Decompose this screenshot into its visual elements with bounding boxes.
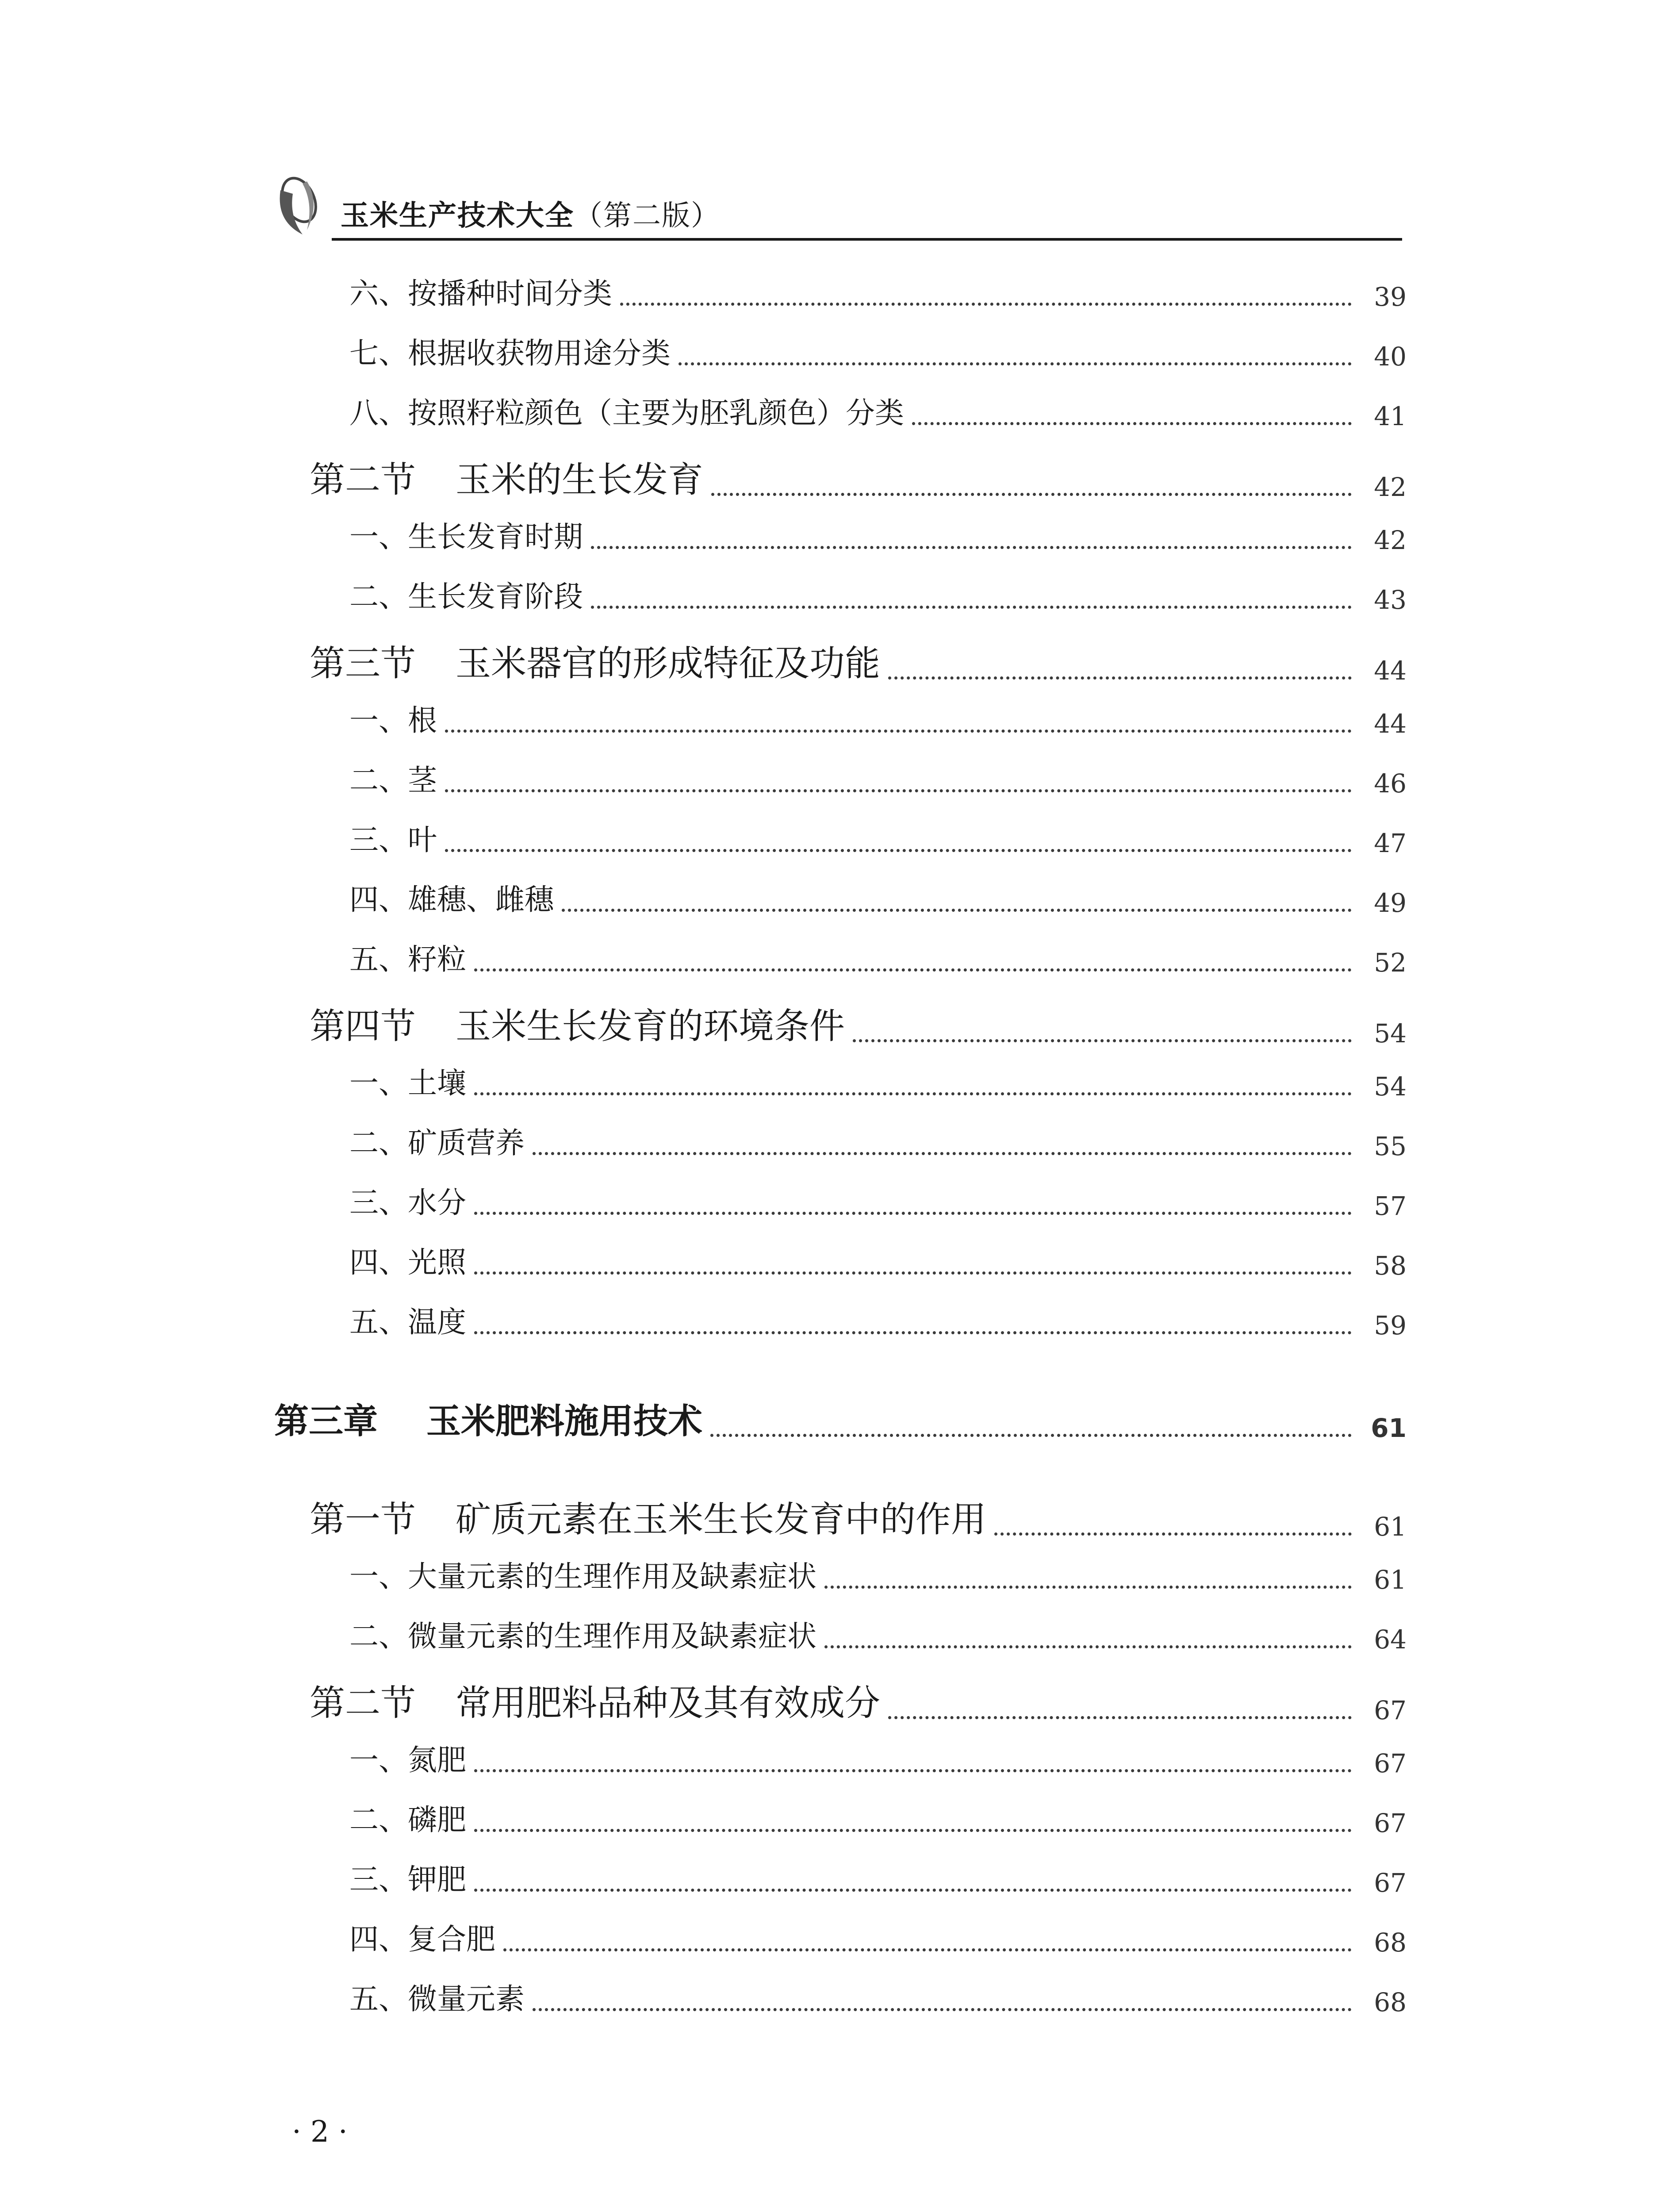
toc-leader-dots [994, 1532, 1352, 1536]
toc-entry-title: 六、按播种时间分类 [349, 276, 612, 311]
toc-entry-label [349, 876, 554, 918]
toc-entry-page: 44 [1374, 656, 1407, 686]
toc-entry-number: 第二节 [310, 1682, 416, 1724]
toc-entry-title: 一、土壤 [349, 1066, 466, 1100]
toc-entry-item[interactable] [349, 1119, 1407, 1161]
toc-entry-label [310, 635, 880, 686]
toc-leader-dots [620, 303, 1352, 306]
toc-entry-label [349, 1239, 466, 1281]
toc-entry-item[interactable] [349, 270, 1407, 312]
toc-leader-dots [888, 676, 1352, 680]
toc-entry-section[interactable] [310, 1491, 1407, 1542]
toc-entry-item[interactable] [349, 1553, 1407, 1595]
toc-entry-title: 五、微量元素 [349, 1982, 525, 2016]
toc-entry-title: 三、水分 [349, 1186, 466, 1220]
toc-leader-dots [474, 1271, 1352, 1275]
book-title-edition: （第二版） [574, 200, 720, 232]
toc-entry-title: 常用肥料品种及其有效成分 [456, 1682, 880, 1724]
toc-entry-page: 67 [1374, 1748, 1407, 1778]
toc-entry-label [349, 1119, 525, 1161]
toc-entry-title: 二、生长发育阶段 [349, 580, 583, 614]
toc-leader-dots [591, 546, 1352, 549]
toc-entry-title: 一、氮肥 [349, 1743, 466, 1777]
toc-entry-item[interactable] [349, 573, 1407, 615]
toc-leader-dots [824, 1586, 1352, 1589]
toc-entry-page: 39 [1374, 282, 1407, 312]
toc-leader-dots [888, 1716, 1352, 1719]
toc-entry-item[interactable] [349, 697, 1407, 739]
toc-entry-label [349, 1553, 816, 1595]
toc-entry-section[interactable] [310, 451, 1407, 502]
toc-leader-dots [474, 1331, 1352, 1334]
toc-entry-page: 67 [1374, 1868, 1407, 1898]
toc-entry-label [349, 389, 904, 431]
toc-entry-title: 二、微量元素的生理作用及缺素症状 [349, 1619, 816, 1653]
toc-entry-label [349, 1736, 466, 1778]
toc-leader-dots [533, 2008, 1352, 2011]
toc-entry-label [349, 1975, 525, 2017]
toc-entry-item[interactable] [349, 936, 1407, 978]
toc-entry-number: 第三章 [274, 1402, 378, 1441]
toc-entry-page: 67 [1374, 1695, 1407, 1725]
toc-entry-section[interactable] [310, 635, 1407, 686]
toc-entry-page: 44 [1374, 709, 1407, 739]
page-number: · 2 · [292, 2115, 348, 2149]
toc-entry-page: 47 [1374, 828, 1407, 858]
book-title-main: 玉米生产技术大全 [341, 200, 574, 232]
toc-leader-dots [912, 422, 1352, 425]
toc-entry-label [349, 1856, 466, 1898]
toc-entry-title: 一、生长发育时期 [349, 520, 583, 554]
toc-entry-page: 49 [1374, 888, 1407, 918]
toc-entry-item[interactable] [349, 1298, 1407, 1340]
toc-leader-dots [474, 968, 1352, 972]
toc-entry-title: 四、雄穗、雌穗 [349, 883, 554, 917]
toc-entry-item[interactable] [349, 1916, 1407, 1958]
toc-entry-label [349, 757, 437, 799]
toc-entry-title: 二、磷肥 [349, 1803, 466, 1837]
toc-entry-title: 四、复合肥 [349, 1922, 495, 1956]
toc-entry-label [349, 1060, 466, 1102]
toc-entry-title: 玉米的生长发育 [456, 459, 703, 500]
toc-entry-label [349, 1298, 466, 1340]
toc-entry-page: 54 [1374, 1018, 1407, 1048]
toc-entry-label [349, 936, 466, 978]
toc-entry-title: 一、根 [349, 703, 437, 737]
toc-entry-item[interactable] [349, 1179, 1407, 1221]
toc-leader-dots [503, 1948, 1352, 1951]
toc-entry-title: 一、大量元素的生理作用及缺素症状 [349, 1559, 816, 1594]
toc-entry-number: 第四节 [310, 1006, 416, 1047]
toc-leader-dots [445, 849, 1352, 852]
toc-leader-dots [445, 789, 1352, 792]
toc-entry-title: 五、籽粒 [349, 942, 466, 976]
toc-leader-dots [474, 1092, 1352, 1095]
toc-entry-item[interactable] [349, 1613, 1407, 1655]
toc-entry-section[interactable] [310, 1674, 1407, 1725]
toc-entry-title: 四、光照 [349, 1245, 466, 1279]
toc-entry-page: 61 [1374, 1565, 1407, 1595]
toc-leader-dots [474, 1769, 1352, 1772]
toc-entry-page: 43 [1374, 585, 1407, 615]
toc-entry-page: 61 [1371, 1413, 1407, 1443]
toc-entry-item[interactable] [349, 1060, 1407, 1102]
toc-entry-item[interactable] [349, 816, 1407, 858]
toc-entry-page: 58 [1374, 1251, 1407, 1281]
toc-entry-page: 67 [1374, 1808, 1407, 1838]
toc-entry-chapter[interactable] [274, 1394, 1407, 1443]
toc-entry-item[interactable] [349, 1796, 1407, 1838]
toc-entry-title: 八、按照籽粒颜色（主要为胚乳颜色）分类 [349, 396, 904, 430]
toc-entry-item[interactable] [349, 330, 1407, 372]
toc-entry-label [274, 1394, 702, 1443]
toc-leader-dots [445, 730, 1352, 733]
toc-entry-label [349, 513, 583, 555]
toc-entry-label [349, 1916, 495, 1958]
toc-entry-page: 68 [1374, 1928, 1407, 1958]
toc-entry-number: 第一节 [310, 1499, 416, 1540]
toc-entry-title: 七、根据收获物用途分类 [349, 336, 671, 370]
toc-entry-page: 46 [1374, 768, 1407, 799]
toc-leader-dots [678, 362, 1352, 365]
toc-entry-page: 41 [1374, 401, 1407, 431]
toc-entry-title: 玉米肥料施用技术 [426, 1402, 703, 1441]
toc-entry-title: 三、叶 [349, 823, 437, 857]
toc-entry-page: 55 [1374, 1131, 1407, 1161]
toc-entry-number: 第二节 [310, 459, 416, 500]
toc-entry-page: 61 [1374, 1512, 1407, 1542]
toc-entry-section[interactable] [310, 998, 1407, 1048]
toc-entry-label [349, 1179, 466, 1221]
toc-entry-label [310, 1674, 880, 1725]
toc-leader-dots [533, 1152, 1352, 1155]
toc-entry-page: 52 [1374, 948, 1407, 978]
toc-entry-title: 五、温度 [349, 1305, 466, 1339]
toc-entry-title: 玉米生长发育的环境条件 [456, 1006, 845, 1047]
toc-leader-dots [853, 1039, 1352, 1042]
toc-entry-item[interactable] [349, 1239, 1407, 1281]
toc-leader-dots [591, 606, 1352, 609]
toc-entry-label [349, 1796, 466, 1838]
toc-entry-item[interactable] [349, 876, 1407, 918]
toc-entry-page: 64 [1374, 1624, 1407, 1655]
toc-entry-item[interactable] [349, 757, 1407, 799]
toc-entry-item[interactable] [349, 513, 1407, 555]
toc-leader-dots [474, 1212, 1352, 1215]
toc-entry-page: 42 [1374, 525, 1407, 555]
toc-entry-page: 42 [1374, 472, 1407, 502]
toc-leader-dots [474, 1889, 1352, 1892]
toc-entry-page: 54 [1374, 1071, 1407, 1102]
toc-entry-label [349, 270, 612, 312]
toc-entry-page: 68 [1374, 1987, 1407, 2017]
toc-entry-title: 矿质元素在玉米生长发育中的作用 [456, 1499, 986, 1540]
toc-entry-label [310, 1491, 986, 1542]
toc-entry-label [349, 330, 671, 372]
toc-entry-page: 57 [1374, 1191, 1407, 1221]
toc-entry-title: 玉米器官的形成特征及功能 [456, 643, 880, 684]
toc-leader-dots [474, 1829, 1352, 1832]
toc-entry-label [310, 998, 845, 1048]
toc-leader-dots [562, 909, 1352, 912]
toc-entry-item[interactable] [349, 389, 1407, 431]
toc-leader-dots [711, 493, 1352, 496]
toc-entry-number: 第三节 [310, 643, 416, 684]
toc-leader-dots [710, 1434, 1352, 1437]
toc-entry-title: 二、矿质营养 [349, 1126, 525, 1160]
toc-entry-item[interactable] [349, 1736, 1407, 1778]
toc-entry-label [349, 573, 583, 615]
toc-entry-label [349, 816, 437, 858]
toc-leader-dots [824, 1645, 1352, 1648]
toc-entry-page: 59 [1374, 1310, 1407, 1340]
toc-entry-label [349, 1613, 816, 1655]
toc-entry-item[interactable] [349, 1856, 1407, 1898]
toc-entry-page: 40 [1374, 342, 1407, 372]
toc-entry-label [349, 697, 437, 739]
toc-entry-title: 二、茎 [349, 763, 437, 797]
toc-entry-title: 三、钾肥 [349, 1863, 466, 1897]
toc-entry-label [310, 451, 703, 502]
toc-entry-item[interactable] [349, 1975, 1407, 2017]
